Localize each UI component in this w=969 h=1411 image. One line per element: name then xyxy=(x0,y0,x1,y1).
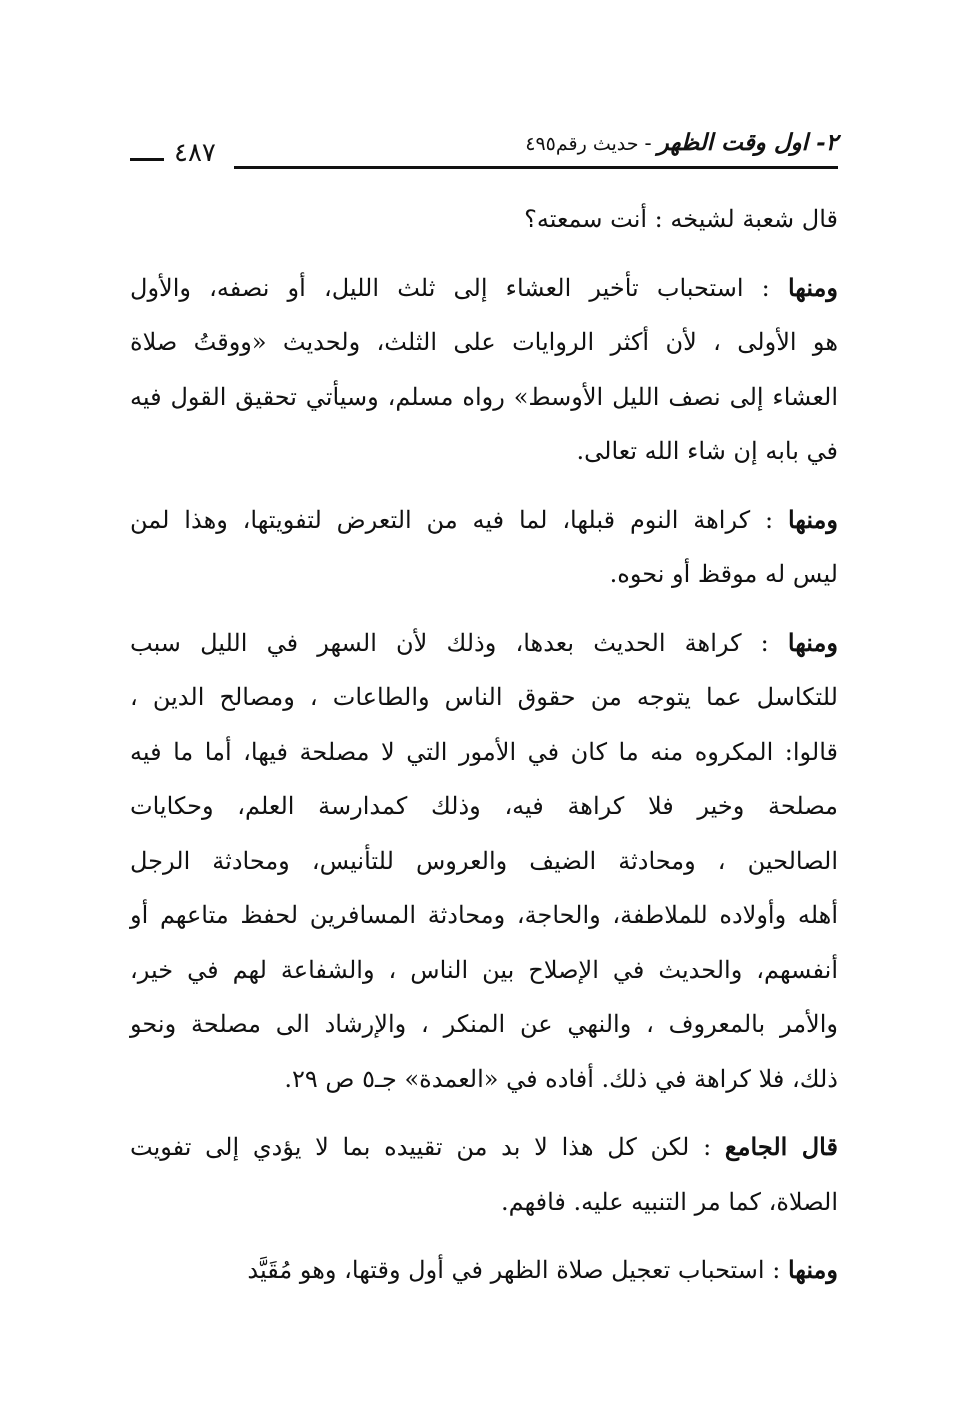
line-text: الصلاة، كما مر التنبيه عليه. فافهم. xyxy=(500,1187,838,1216)
text-line xyxy=(130,1175,838,1230)
text-line xyxy=(130,834,838,889)
line-text: : كراهة الحديث بعدها، وذلك لأن السهر في الليل سبب xyxy=(130,628,769,657)
paragraph xyxy=(130,192,838,247)
text-line xyxy=(130,725,838,780)
line-text: قالوا: المكروه منه ما كان في الأمور التي لا مصلحة فيها، أما ما فيه xyxy=(130,737,838,766)
text-line xyxy=(130,1243,838,1298)
header-rule xyxy=(234,166,838,169)
line-text: أهله وأولاده للملاطفة، والحاجة، ومحادثة المسافرين لحفظ متاعهم أو xyxy=(130,901,838,929)
paragraph-lead: ومنها xyxy=(787,1255,838,1284)
header-rule-dash xyxy=(130,158,164,161)
header-separator: - xyxy=(644,131,652,155)
line-text: للتكاسل عما يتوجه من حقوق الناس والطاعات ، ومصالح الدين ، xyxy=(130,683,838,711)
text-line xyxy=(130,192,838,247)
text-line xyxy=(130,997,838,1052)
line-text: والأمر بالمعروف ، والنهي عن المنكر ، والإرشاد الى مصلحة ونحو xyxy=(130,1010,838,1038)
text-line xyxy=(130,424,838,479)
chapter-title: ٢- اول وقت الظهر xyxy=(657,129,838,156)
line-text: ليس له موقظ أو نحوه. xyxy=(609,560,838,588)
line-text: الصالحين ، ومحادثة الضيف والعروس للتأنيس، ومحادثة الرجل xyxy=(130,846,838,875)
text-line xyxy=(130,616,838,671)
line-text: هو الأولى ، لأن أكثر الروايات على الثلث، ولحديث «ووقتُ صلاة xyxy=(130,328,838,356)
line-text: : كراهة النوم قبلها، لما فيه من التعرض لتفويتها، وهذا لمن xyxy=(130,505,774,534)
paragraph xyxy=(130,616,838,1107)
line-text: : استحباب تأخير العشاء إلى ثلث الليل، أو نصفه، والأول xyxy=(130,273,770,302)
text-line xyxy=(130,943,838,998)
paragraph-lead: ومنها xyxy=(787,272,838,302)
text-line xyxy=(130,547,838,602)
hadith-number: حديث رقم٤٩٥ xyxy=(525,133,639,155)
text-line xyxy=(130,370,838,425)
text-line xyxy=(130,888,838,943)
paragraph-lead: ومنها xyxy=(787,627,838,657)
paragraph xyxy=(130,1243,838,1298)
text-line xyxy=(130,493,838,548)
text-line xyxy=(130,315,838,370)
running-head xyxy=(525,128,838,159)
text-line xyxy=(130,670,838,725)
text-line xyxy=(130,1052,838,1107)
line-text: مصلحة وخير فلا كراهة فيه، وذلك كمدارسة العلم، وحكايات xyxy=(130,792,838,820)
text-line xyxy=(130,1120,838,1175)
line-text: قال شعبة لشيخه : أنت سمعته؟ xyxy=(524,205,838,233)
line-text: أنفسهم، والحديث في الإصلاح بين الناس ، والشفاعة لهم في خير، xyxy=(130,955,838,984)
line-text: العشاء إلى نصف الليل الأوسط» رواه مسلم، وسيأتي تحقيق القول فيه xyxy=(130,382,838,411)
text-line xyxy=(130,261,838,316)
line-text: في بابه إن شاء الله تعالى. xyxy=(576,437,838,465)
page-header xyxy=(130,128,838,176)
paragraph xyxy=(130,1120,838,1229)
paragraph xyxy=(130,493,838,602)
page-number: ٤٨٧ xyxy=(174,138,216,168)
paragraph-lead: قال الجامع xyxy=(724,1132,838,1161)
paragraph-lead: ومنها xyxy=(787,504,838,534)
page-body xyxy=(130,192,838,1312)
line-text: ذلك، فلا كراهة في ذلك. أفاده في «العمدة» جـ٥ ص ٢٩. xyxy=(284,1064,838,1093)
line-text: : استحباب تعجيل صلاة الظهر في أول وقتها، وهو مُقَيَّد xyxy=(247,1256,781,1284)
paragraph xyxy=(130,261,838,479)
text-line xyxy=(130,779,838,834)
line-text: : لكن كل هذا لا بد من تقييده بما لا يؤدي إلى تفويت xyxy=(130,1133,712,1161)
